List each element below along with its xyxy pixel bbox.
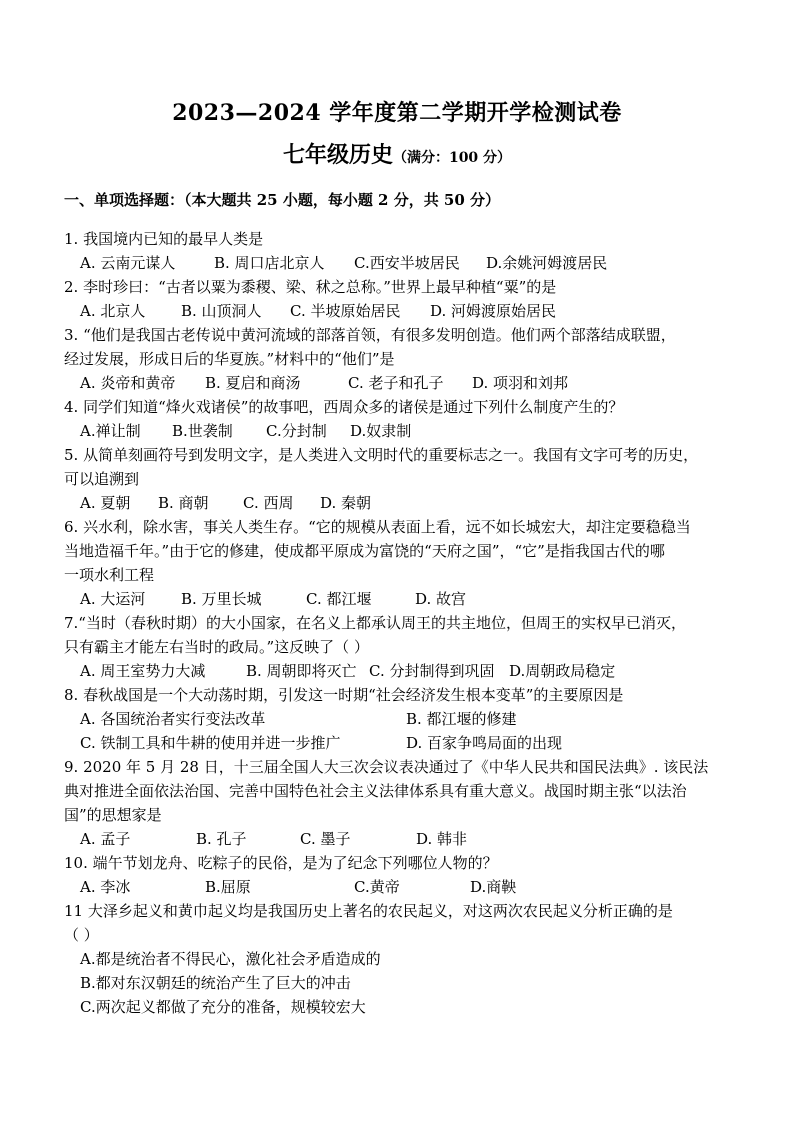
question-9-option-b: B. 孔子 — [196, 830, 247, 848]
question-2-option-d: D. 河姆渡原始居民 — [430, 302, 557, 320]
question-1-stem: 1. 我国境内已知的最早人类是 — [64, 230, 264, 248]
question-11-option-c: C.两次起义都做了充分的准备，规模较宏大 — [80, 998, 366, 1016]
question-6-stem-line-3: 一项水利工程 — [64, 566, 155, 584]
question-10-option-d: D.商鞅 — [470, 878, 517, 896]
question-7-stem-line-1: 7.“当时（春秋时期）的大小国家，在名义上都承认周王的共主地位，但周王的实权早已消灭， — [64, 614, 686, 632]
question-8-option-d: D. 百家争鸣局面的出现 — [406, 734, 563, 752]
question-6-option-a: A. 大运河 — [80, 590, 146, 608]
question-11-option-a: A.都是统治者不得民心，激化社会矛盾造成的 — [80, 950, 381, 968]
question-1-option-c: C.西安半坡居民 — [354, 254, 460, 272]
question-4-option-a: A.禅让制 — [80, 422, 141, 440]
question-9-option-d: D. 韩非 — [416, 830, 468, 848]
question-5-option-b: B. 商朝 — [158, 494, 209, 512]
question-11-stem-line-2: （ ） — [64, 926, 99, 944]
question-5-option-a: A. 夏朝 — [80, 494, 131, 512]
question-3-stem-line-1: 3. “他们是我国古老传说中黄河流域的部落首领，有很多发明创造。他们两个部落结成联盟， — [64, 326, 676, 344]
exam-title: 2023—2024 学年度第二学期开学检测试卷 — [172, 100, 622, 126]
question-1-option-b: B. 周口店北京人 — [214, 254, 325, 272]
question-10-option-a: A. 李冰 — [80, 878, 131, 896]
question-3-option-c: C. 老子和孔子 — [348, 374, 444, 392]
question-8-stem: 8. 春秋战国是一个大动荡时期，引发这一时期“社会经济发生根本变革”的主要原因是 — [64, 686, 624, 704]
question-4-option-b: B.世袭制 — [172, 422, 233, 440]
question-3-stem-line-2: 经过发展，形成日后的华夏族。”材料中的“他们”是 — [64, 350, 395, 368]
question-3-option-b: B. 夏启和商汤 — [205, 374, 301, 392]
question-6-stem-line-1: 6. 兴水利，除水害，事关人类生存。“它的规模从表面上看，远不如长城宏大，却注定要稳稳当 — [64, 518, 691, 536]
question-2-stem: 2. 李时珍曰：“古者以粟为黍稷、梁、秫之总称。”世界上最早种植“粟”的是 — [64, 278, 557, 296]
question-5-stem-line-1: 5. 从简单刻画符号到发明文字，是人类进入文明时代的重要标志之一。我国有文字可考的历史， — [64, 446, 699, 464]
section-heading: 一、单项选择题：（本大题共 25 小题，每小题 2 分，共 50 分） — [64, 191, 501, 209]
question-7-option-d: D.周朝政局稳定 — [509, 662, 616, 680]
question-6-option-d: D. 故宫 — [415, 590, 467, 608]
question-1-option-d: D.余姚河姆渡居民 — [486, 254, 608, 272]
question-8-option-c: C. 铁制工具和牛耕的使用并进一步推广 — [80, 734, 341, 752]
question-9-stem-line-1: 9. 2020 年 5 月 28 日，十三届全国人大三次会议表决通过了《中华人民共和国民法典》. 该民法 — [64, 758, 709, 776]
question-4-stem: 4. 同学们知道“烽火戏诸侯”的故事吧，西周众多的诸侯是通过下列什么制度产生的？ — [64, 398, 624, 416]
question-1-option-a: A. 云南元谋人 — [80, 254, 176, 272]
question-3-option-a: A. 炎帝和黄帝 — [80, 374, 176, 392]
question-9-stem-line-2: 典对推进全面依法治国、完善中国特色社会主义法律体系具有重大意义。战国时期主张“以法治 — [64, 782, 687, 800]
question-9-stem-line-3: 国”的思想家是 — [64, 806, 162, 824]
question-11-stem-line-1: 11 大泽乡起义和黄巾起义均是我国历史上著名的农民起义，对这两次农民起义分析正确的是 — [64, 902, 673, 920]
question-7-option-b: B. 周朝即将灭亡 — [246, 662, 357, 680]
question-3-option-d: D. 项羽和刘邦 — [472, 374, 569, 392]
score-note: （满分：100 分） — [392, 150, 512, 166]
question-7-stem-line-2: 只有霸主才能左右当时的政局。”这反映了（ ） — [64, 638, 369, 656]
question-6-option-b: B. 万里长城 — [181, 590, 262, 608]
question-2-option-a: A. 北京人 — [80, 302, 146, 320]
question-4-option-c: C.分封制 — [266, 422, 327, 440]
question-6-option-c: C. 都江堰 — [306, 590, 372, 608]
question-10-stem: 10. 端午节划龙舟、吃粽子的民俗，是为了纪念下列哪位人物的？ — [64, 854, 498, 872]
question-2-option-b: B. 山顶洞人 — [181, 302, 262, 320]
question-5-option-d: D. 秦朝 — [320, 494, 372, 512]
question-9-option-c: C. 墨子 — [300, 830, 351, 848]
question-2-option-c: C. 半坡原始居民 — [290, 302, 401, 320]
question-10-option-c: C.黄帝 — [354, 878, 400, 896]
question-7-option-a: A. 周王室势力大减 — [80, 662, 206, 680]
question-6-stem-line-2: 当地造福千年。”由于它的修建，使成都平原成为富饶的“天府之国”，“它”是指我国古代的哪 — [64, 542, 665, 560]
question-10-option-b: B.屈原 — [205, 878, 251, 896]
subject-title: 七年级历史 — [282, 142, 393, 168]
question-8-option-a: A. 各国统治者实行变法改革 — [80, 710, 266, 728]
question-8-option-b: B. 都江堰的修建 — [406, 710, 517, 728]
question-5-option-c: C. 西周 — [243, 494, 294, 512]
question-5-stem-line-2: 可以追溯到 — [64, 470, 140, 488]
question-7-option-c: C. 分封制得到巩固 — [369, 662, 495, 680]
question-4-option-d: D.奴隶制 — [350, 422, 412, 440]
exam-subtitle — [0, 138, 794, 169]
question-11-option-b: B.都对东汉朝廷的统治产生了巨大的冲击 — [80, 974, 351, 992]
question-9-option-a: A. 孟子 — [80, 830, 131, 848]
